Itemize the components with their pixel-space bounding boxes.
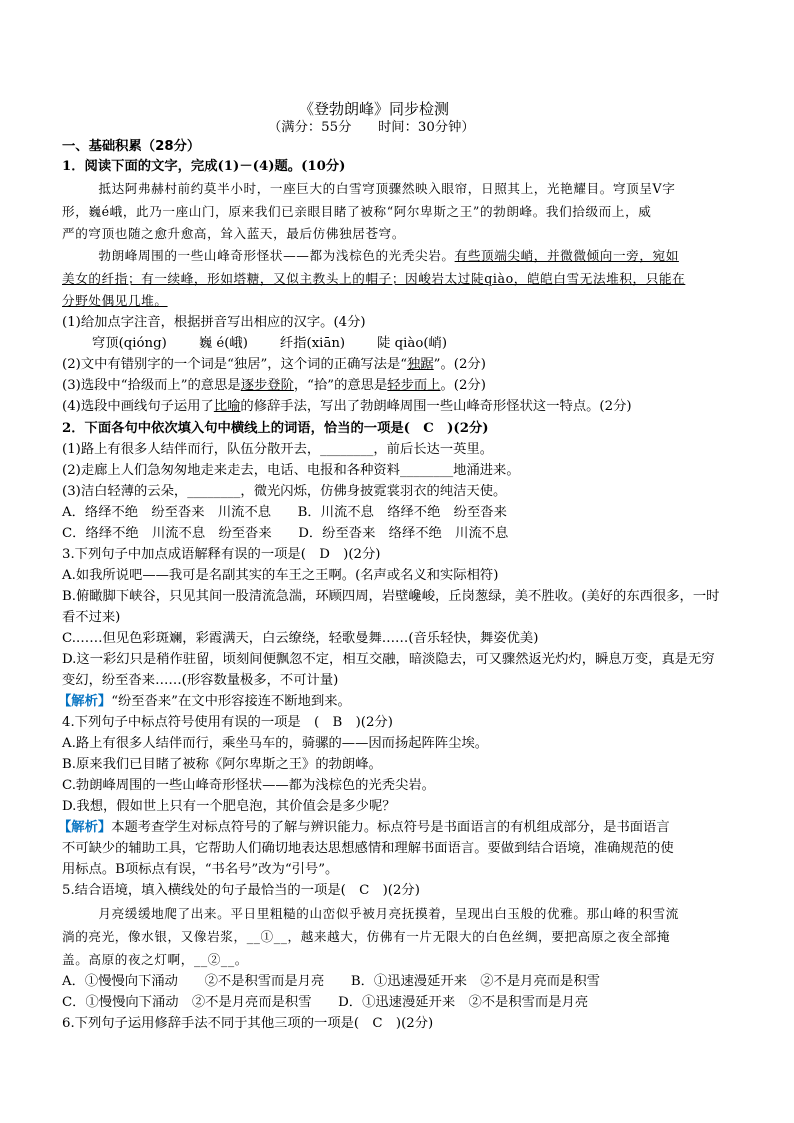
- q1-sub4-text: (4)选段中画线句子运用了: [62, 399, 214, 414]
- q1-item: 穹顶(qióng): [92, 336, 167, 351]
- q4-option-a: A.路上有很多人结伴而行，乘坐马车的，骑骡的——因而扬起阵阵尘埃。: [62, 736, 489, 751]
- q1-item: 巍 é(峨): [198, 336, 248, 351]
- q1-passage-line: [72, 247, 679, 265]
- section-heading: 一、基础积累（28分）: [62, 139, 201, 154]
- q2-stem: 2．下面各句中依次填入句中横线上的词语，恰当的一项是( C )(2分): [62, 421, 489, 436]
- q1-passage-line: 抵达阿弗赫村前约莫半小时，一座巨大的白雪穹顶骤然映入眼帘，日照其上，光艳耀目。穹顶呈Ⅴ字: [72, 181, 676, 196]
- q1-sub3-text: 。(2分): [440, 378, 486, 393]
- q3-option-b: 看不过来): [62, 610, 121, 625]
- q1-sub3-answer: 轻步而上: [387, 378, 441, 393]
- q1-passage-line: 形，巍é峨，此乃一座山门，原来我们已亲眼目睹了被称“阿尔卑斯之王”的勃朗峰。我们拾级而上，威: [62, 204, 652, 219]
- q1-underlined-sentence: 有些顶端尖峭，并微微倾向一旁，宛如: [454, 248, 679, 263]
- q1-sub2-text: ”。(2分): [433, 357, 486, 372]
- q1-sub3-text: (3)选段中“拾级而上”的意思是: [62, 378, 241, 393]
- page-title: 《登勃朗峰》同步检测: [299, 100, 450, 118]
- q2-options: C．络绎不绝 川流不息 纷至沓来 D．纷至沓来 络绎不绝 川流不息: [62, 526, 509, 541]
- q1-sub4: [62, 398, 632, 416]
- q4-analysis-line: 不可缺少的辅助工具，它帮助人们确切地表达思想感情和理解书面语言。要做到结合语境，准确规范的使: [62, 841, 674, 856]
- page-subtitle: （满分：55分 时间：30分钟）: [268, 120, 475, 135]
- q4-option-d: D.我想，假如世上只有一个肥皂泡，其价值会是多少呢？: [62, 799, 396, 814]
- q5-passage-line: 月亮缓缓地爬了出来。平日里粗糙的山峦似乎被月亮抚摸着，呈现出白玉般的优雅。那山峰的积雪流: [72, 906, 679, 921]
- q5-passage-text: 盖。高原的夜之灯啊，: [62, 952, 194, 967]
- q5-blank: __②__: [193, 952, 235, 967]
- q1-stem: 1．阅读下面的文字，完成(1)－(4)题。(10分): [62, 159, 346, 174]
- q2-sentence: (3)洁白轻薄的云朵，________，微光闪烁，仿佛身披霓裳羽衣的纯洁天使。: [62, 484, 507, 499]
- q6-stem: 6.下列句子运用修辞手法不同于其他三项的一项是( C )(2分): [62, 1016, 434, 1031]
- analysis-tag: 【解析】: [58, 694, 112, 709]
- q5-passage-line: [62, 928, 670, 946]
- q1-sub4-text: 的修辞手法，写出了勃朗峰周围一些山峰奇形怪状这一特点。(2分): [240, 399, 632, 414]
- q1-sub2-answer: 独踞: [407, 357, 434, 372]
- q4-option-b: B.原来我们已目睹了被称《阿尔卑斯之王》的勃朗峰。: [62, 757, 382, 772]
- q1-sub1-items: [92, 335, 447, 353]
- q1-item: 陡 qiào(峭): [377, 336, 448, 351]
- q2-sentence: (2)走廊上人们急匆匆地走来走去，电话、电报和各种资料________地涌进来。: [62, 463, 520, 478]
- q1-sub3-text: ，“拾”的意思是: [293, 378, 388, 393]
- q1-item: 纤指(xiān): [279, 336, 346, 351]
- q3-option-d: 变幻，纷至沓来……(形容数量极多，不可计量): [62, 673, 339, 688]
- q2-sentence: (1)路上有很多人结伴而行，队伍分散开去，________，前后长达一英里。: [62, 442, 494, 457]
- q4-stem: 4.下列句子中标点符号使用有误的一项是 ( B )(2分): [62, 715, 393, 730]
- q5-passage-line: [62, 951, 248, 969]
- q1-sub2: [62, 356, 486, 374]
- q1-passage-line: 严的穹顶也随之愈升愈高，耸入蓝天，最后仿佛独居苍穹。: [62, 226, 406, 241]
- q4-analysis: [58, 819, 670, 837]
- q3-option-a: A.如我所说吧——我可是名副其实的车王之王啊。(名声或名义和实际相符): [62, 568, 499, 583]
- q1-sub1: (1)给加点字注音，根据拼音写出相应的汉字。(4分): [62, 315, 366, 330]
- q1-sub2-text: (2)文中有错别字的一个词是“独居”，这个词的正确写法是“: [62, 357, 408, 372]
- q1-passage-text: 勃朗峰周围的一些山峰奇形怪状——都为浅棕色的光秃尖岩。: [72, 248, 455, 263]
- q3-option-b: B.俯瞰脚下峡谷，只见其间一股清流急湍，环顾四周，岩壁巉峻，丘岗葱绿，美不胜收。(美好的东西很多，一时: [62, 589, 720, 604]
- q2-options: A．络绎不绝 纷至沓来 川流不息 B．川流不息 络绎不绝 纷至沓来: [62, 505, 507, 520]
- q3-stem: 3.下列句子中加点成语解释有误的一项是( D )(2分): [62, 547, 381, 562]
- q5-stem: 5.结合语境，填入横线处的句子最恰当的一项是( C )(2分): [62, 883, 420, 898]
- q1-sub3-answer: 逐步登阶: [240, 378, 294, 393]
- q4-analysis-line: 用标点。B项标点有误，“书名号”改为“引号”。: [62, 862, 339, 877]
- analysis-text: 本题考查学生对标点符号的了解与辨识能力。标点符号是书面语言的有机组成部分，是书面语言: [111, 820, 670, 835]
- q3-option-d: D.这一彩幻只是稍作驻留，顷刻间便飘忽不定，相互交融，暗淡隐去，可又骤然返光灼灼，瞬息万变，真是无穷: [62, 652, 715, 667]
- q5-options: C．①慢慢向下涌动 ②不是月亮而是积雪 D．①迅速漫延开来 ②不是积雪而是月亮: [62, 995, 589, 1010]
- q4-option-c: C.勃朗峰周围的一些山峰奇形怪状——都为浅棕色的光秃尖岩。: [62, 778, 435, 793]
- q1-underlined-sentence: 美女的纤指；有一续峰，形如塔糖，又似主教头上的帽子；因峻岩太过陡qiào，皑皑白雪无法堆积，只能在: [62, 271, 686, 286]
- q5-passage-text: ，越来越大，仿佛有一片无限大的白色丝绸，要把高原之夜全部掩: [287, 929, 671, 944]
- q1-sub4-answer: 比喻: [213, 399, 241, 414]
- q1-underlined-sentence: 分野处偶见几堆。: [62, 293, 168, 308]
- analysis-text: “纷至沓来”在文中形容接连不断地到来。: [111, 694, 351, 709]
- q5-blank: __①__: [246, 929, 288, 944]
- q5-passage-text: 淌的亮光，像水银，又像岩浆，: [62, 929, 247, 944]
- q3-analysis: [58, 693, 351, 711]
- q5-passage-text: 。: [234, 952, 248, 967]
- q5-options: A．①慢慢向下涌动 ②不是积雪而是月亮 B．①迅速漫延开来 ②不是月亮而是积雪: [62, 974, 600, 989]
- q1-sub3: [62, 377, 486, 395]
- q3-option-c: C.……但见色彩斑斓，彩霞满天，白云缭绕，轻歌曼舞……(音乐轻快，舞姿优美): [62, 631, 539, 646]
- analysis-tag: 【解析】: [58, 820, 112, 835]
